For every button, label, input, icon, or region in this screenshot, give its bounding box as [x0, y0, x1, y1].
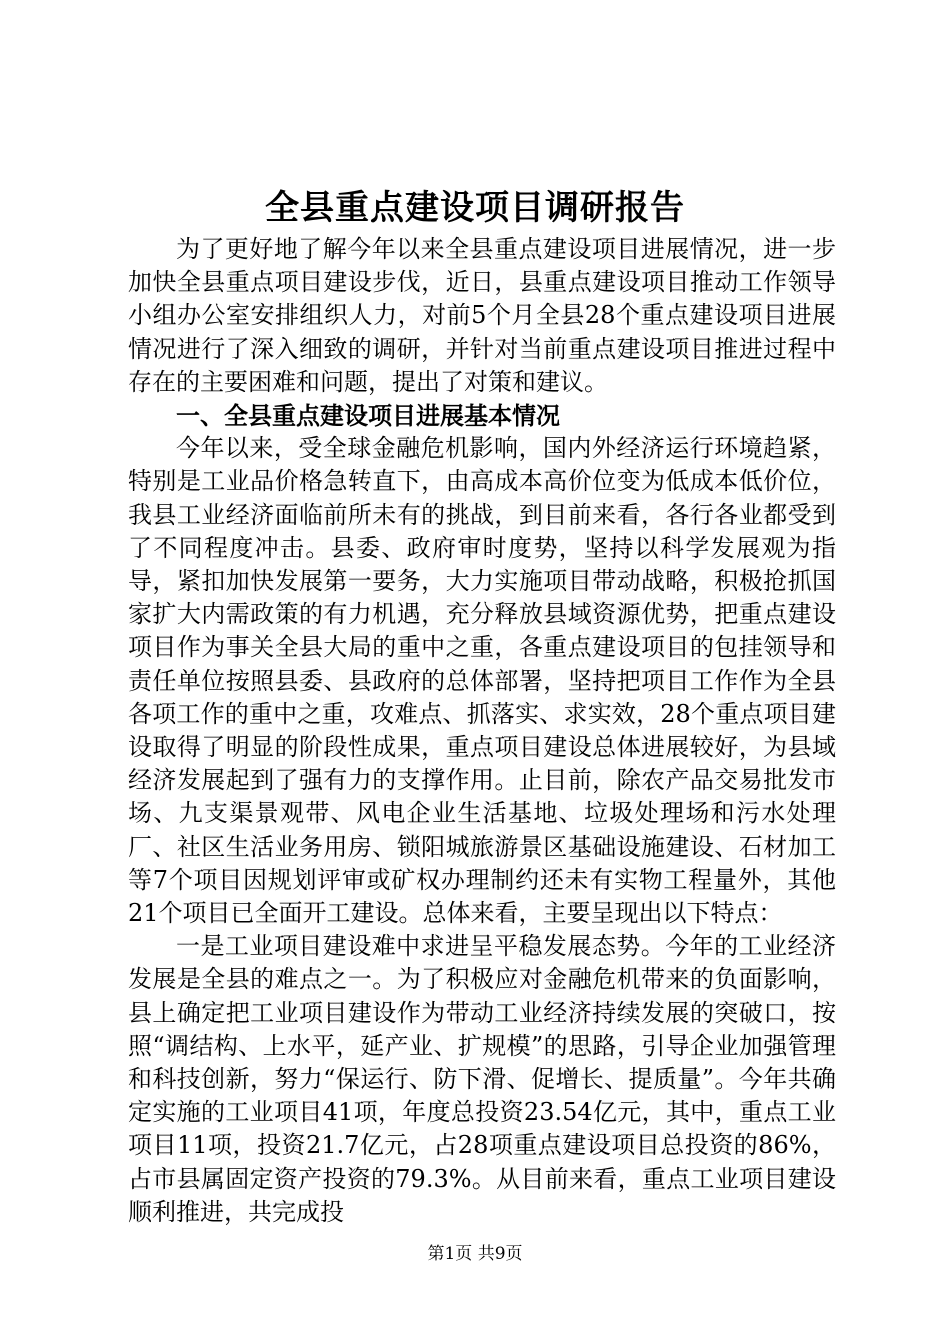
document-body — [128, 233, 836, 1229]
document-title: 全县重点建设项目调研报告 — [265, 188, 685, 228]
body-paragraph: 今年以来，受全球金融危机影响，国内外经济运行环境趋紧，特别是工业品价格急转直下，由高成本高价位变为低成本低价位，我县工业经济面临前所未有的挑战，到目前来看，各行各业都受到了不同程度冲击。县委、政府审时度势，坚持以科学发展观为指导，紧扣加快发展第一要务，大力实施项目带动战略，积极抢抓国家扩大内需政策的有力机遇，充分释放县域资源优势，把重点建设项目作为事关全县大局的重中之重，各重点建设项目的包挂领导和责任单位按照县委、县政府的总体部署，坚持把项目工作作为全县各项工作的重中之重，攻难点、抓落实、求实效，28个重点项目建设取得了明显的阶段性成果，重点项目建设总体进展较好，为县域经济发展起到了强有力的支撑作用。止目前，除农产品交易批发市场、九支渠景观带、风电企业生活基地、垃圾处理场和污水处理厂、社区生活业务用房、锁阳城旅游景区基础设施建设、石材加工等7个项目因规划评审或矿权办理制约还未有实物工程量外，其他21个项目已全面开工建设。总体来看，主要呈现出以下特点： — [128, 434, 836, 928]
intro-paragraph: 为了更好地了解今年以来全县重点建设项目进展情况，进一步加快全县重点项目建设步伐，近日，县重点建设项目推动工作领导小组办公室安排组织人力，对前5个月全县28个重点建设项目进展情况进行了深入细致的调研，并针对当前重点建设项目推进过程中存在的主要困难和问题，提出了对策和建议。 — [128, 235, 836, 396]
section-heading: 一、全县重点建设项目进展基本情况 — [176, 401, 560, 431]
body-paragraph: 一是工业项目建设难中求进呈平稳发展态势。今年的工业经济发展是全县的难点之一。为了积极应对金融危机带来的负面影响，县上确定把工业项目建设作为带动工业经济持续发展的突破口，按照“调结构、上水平，延产业、扩规模”的思路，引导企业加强管理和科技创新，努力“保运行、防下滑、促增长、提质量”。今年共确定实施的工业项目41项，年度总投资23.54亿元，其中，重点工业项目11项，投资21.7亿元，占28项重点建设项目总投资的86%，占市县属固定资产投资的79.3%。从目前来看，重点工业项目建设顺利推进，共完成投 — [128, 932, 836, 1226]
page-footer: 第1页 共9页 — [427, 1244, 523, 1264]
